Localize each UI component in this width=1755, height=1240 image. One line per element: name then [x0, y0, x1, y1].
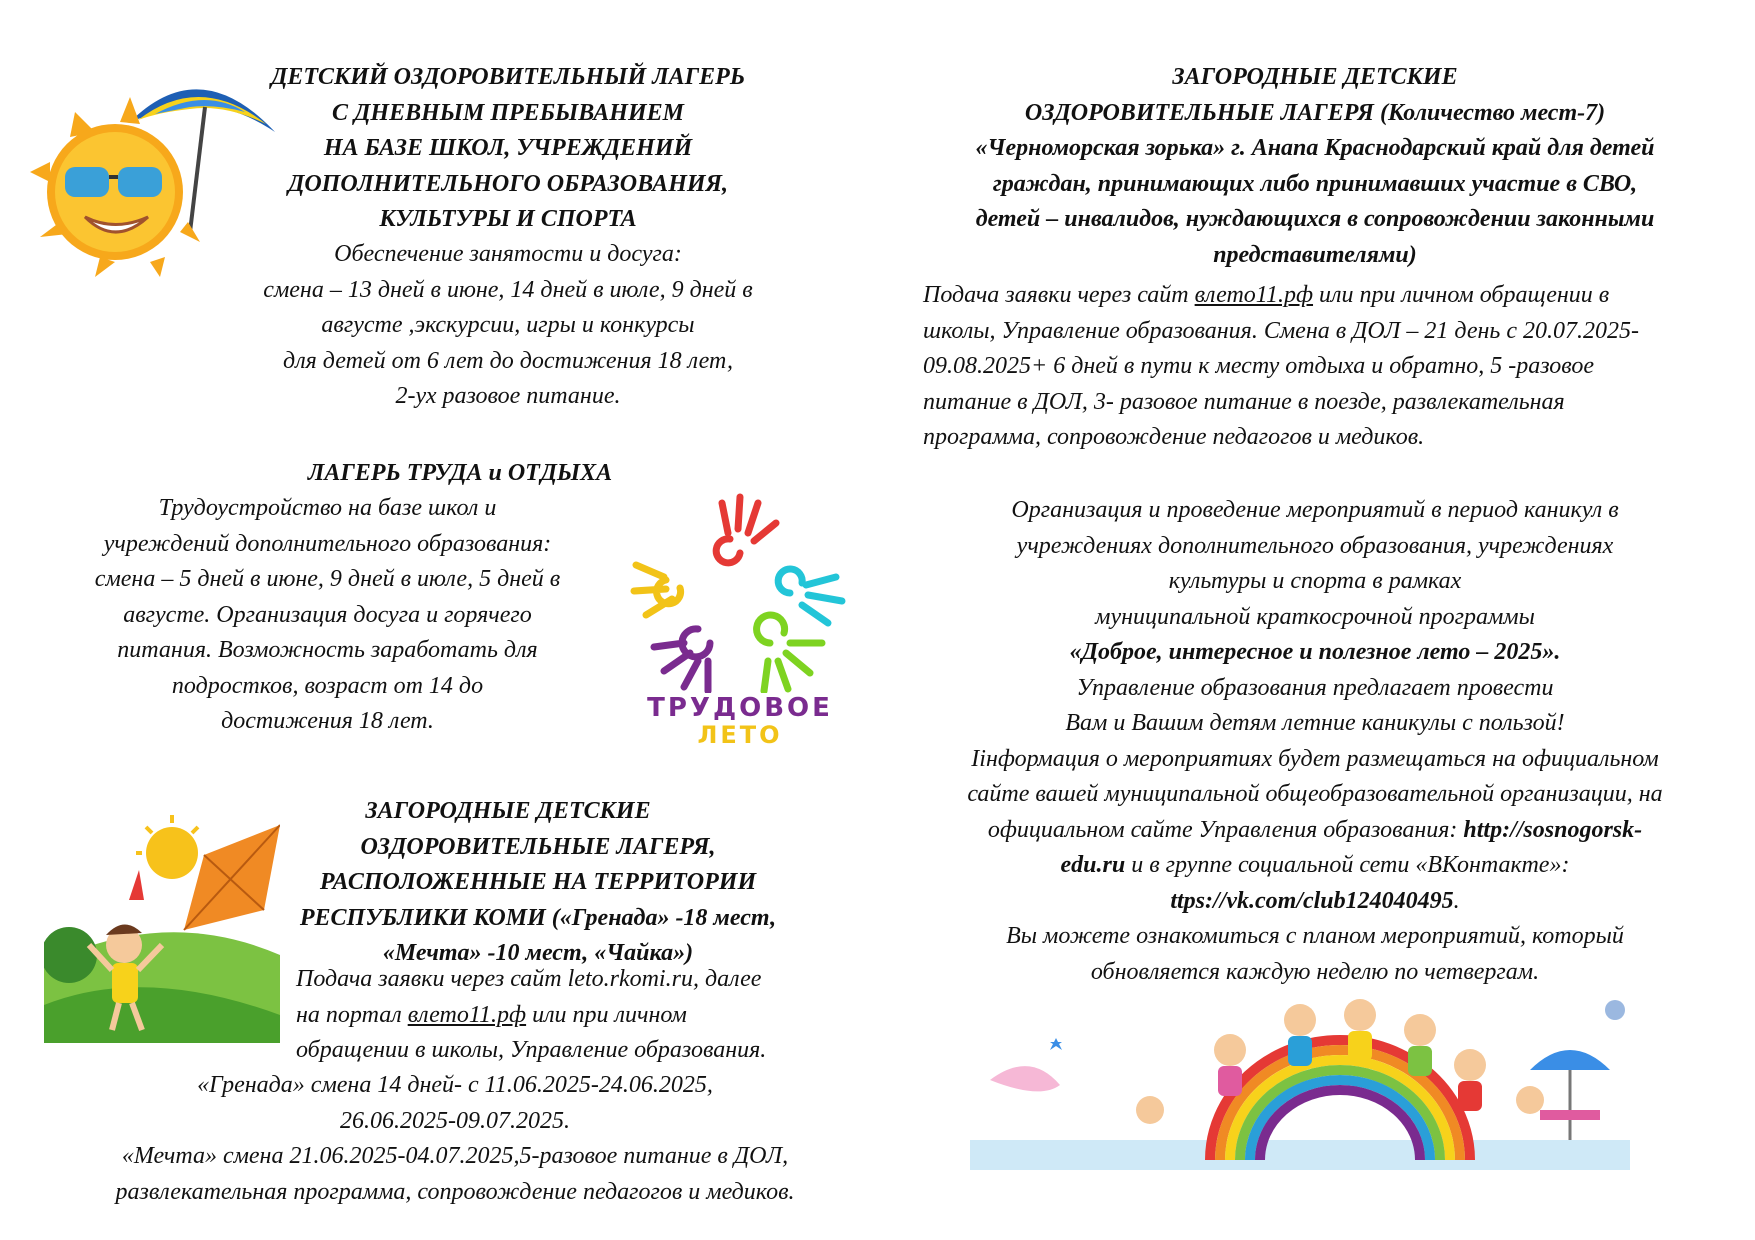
section3-body-line: 26.06.2025-09.07.2025. — [340, 1107, 570, 1134]
section5-line: обновляется каждую неделю по четвергам. — [1090, 958, 1540, 985]
labor-summer-logo — [620, 493, 860, 753]
section5-line: Управление образования предлагает провести — [1076, 674, 1554, 701]
section3-title-line: ЗАГОРОДНЫЕ ДЕТСКИЕ — [365, 798, 651, 824]
section4-body-line: программа, сопровождение педагогов и медиков. — [923, 424, 1425, 450]
section3-body-line: «Гренада» смена 14 дней- с 11.06.2025-24.06.2025, — [197, 1072, 713, 1098]
section2-body-line: Трудоустройство на базе школ и — [158, 495, 497, 521]
section5-line: учреждениях дополнительного образования, учреждениях — [1016, 532, 1614, 559]
section5-line: сайте вашей муниципальной общеобразовательной организации, на — [967, 781, 1663, 807]
section4-title-line: граждан, принимающих либо принимавших участие в СВО, — [992, 170, 1638, 197]
program-title: «Доброе, интересное и полезное лето – 2025». — [1069, 639, 1561, 665]
section2-body-line: достижения 18 лет. — [221, 708, 434, 734]
child-kite-picture — [44, 815, 280, 1043]
section4-title — [905, 60, 1725, 273]
section4-body-line: школы, Управление образования. Смена в ДОЛ – 21 день с 20.07.2025- — [923, 317, 1639, 344]
section4-title-line: «Черноморская зорька» г. Анапа Краснодарский край для детей — [975, 135, 1655, 161]
sosnogorsk-link[interactable]: http://sosnogorsk- — [1463, 816, 1643, 843]
section5-line: муниципальной краткосрочной программы — [1095, 603, 1535, 630]
section5-line: Вам и Вашим детям летние каникулы с пользой! — [1065, 710, 1565, 736]
section1-title-line: НА БАЗЕ ШКОЛ, УЧРЕЖДЕНИЙ — [323, 135, 693, 161]
sosnogorsk-link[interactable]: edu.ru — [1060, 852, 1126, 878]
section4-body-line — [923, 278, 1743, 314]
sun-umbrella-picture — [30, 62, 280, 277]
section2-title: ЛАГЕРЬ ТРУДА и ОТДЫХА — [307, 460, 613, 486]
section3-body-line — [296, 998, 816, 1034]
section2-body-line: подростков, возраст от 14 до — [171, 672, 484, 699]
labor-summer-logo-line2: ЛЕТО — [697, 721, 783, 749]
rainbow-children-picture — [970, 990, 1630, 1170]
section4-title-line: детей – инвалидов, нуждающихся в сопровождении законными — [975, 206, 1655, 232]
section5-line: Вы можете ознакомиться с планом мероприятий, который — [1006, 923, 1624, 949]
section1-body-line: августе ,экскурсии, игры и конкурсы — [321, 312, 695, 338]
section5-text: . — [1453, 887, 1460, 914]
section3-body-line: «Мечта» смена 21.06.2025-04.07.2025,5-разовое питание в ДОЛ, — [121, 1143, 789, 1169]
section2-body — [55, 491, 600, 740]
section4-title-line: ОЗДОРОВИТЕЛЬНЫЕ ЛАГЕРЯ (Количество мест-7) — [1024, 99, 1606, 126]
section2-body-line: учреждений дополнительного образования: — [103, 530, 552, 557]
section4-title-line: ЗАГОРОДНЫЕ ДЕТСКИЕ — [1172, 64, 1458, 90]
section1-title-line: КУЛЬТУРЫ И СПОРТА — [379, 206, 637, 232]
section1-title-line: С ДНЕВНЫМ ПРЕБЫВАНИЕМ — [332, 99, 684, 126]
section1-body-line: 2-ух разовое питание. — [395, 383, 621, 409]
section4-body-text: Подача заявки через сайт — [923, 282, 1195, 308]
section3-body-line: обращении в школы, Управление образования. — [296, 1037, 767, 1063]
section2-body-line: августе. Организация досуга и горячего — [123, 601, 532, 628]
section3-title-line: «Мечта» -10 мест, «Чайка») — [382, 940, 694, 966]
section5-line — [905, 848, 1725, 884]
section2-body-line: питания. Возможность заработать для — [117, 637, 538, 663]
section1-title-line: ДЕТСКИЙ ОЗДОРОВИТЕЛЬНЫЙ ЛАГЕРЬ — [270, 64, 746, 90]
section1-body-line: смена – 13 дней в июне, 14 дней в июле, 9 дней в — [263, 276, 753, 303]
section1-body-line: Обеспечение занятости и досуга: — [334, 241, 682, 267]
section3-body-top — [296, 962, 816, 1069]
vleto-link[interactable]: влето11.рф — [407, 1001, 527, 1028]
section3-title-line: РЕСПУБЛИКИ КОМИ («Гренада» -18 мест, — [299, 904, 777, 931]
section4-title-line: представителями) — [1213, 241, 1417, 268]
vleto-link[interactable]: влето11.рф — [1194, 282, 1314, 308]
section4-body-text: или при личном обращении в — [1313, 282, 1610, 308]
section3-body-text: или при личном — [526, 1001, 687, 1028]
section1-title-line: ДОПОЛНИТЕЛЬНОГО ОБРАЗОВАНИЯ, — [287, 170, 729, 197]
section3-body-text: на портал — [296, 1001, 408, 1028]
section1-body-line: для детей от 6 лет до достижения 18 лет, — [283, 347, 733, 374]
section1-body — [248, 237, 768, 415]
section3-body-bottom — [50, 1068, 860, 1210]
section5-line — [905, 884, 1725, 920]
section1-title — [258, 60, 758, 238]
section4-body — [923, 278, 1743, 456]
section2-body-line: смена – 5 дней в июне, 9 дней в июле, 5 дней в — [94, 566, 561, 592]
section3-title-line: ОЗДОРОВИТЕЛЬНЫЕ ЛАГЕРЯ, — [360, 833, 716, 860]
section5-line: Организация и проведение мероприятий в период каникул в — [1011, 497, 1619, 523]
section4-body-line: 09.08.2025+ 6 дней в пути к месту отдыха и обратно, 5 -разовое — [923, 353, 1595, 379]
section4-body-line: питание в ДОЛ, 3- разовое питание в поезде, развлекательная — [923, 388, 1565, 415]
section5-text: и в группе социальной сети «ВКонтакте»: — [1125, 852, 1570, 878]
section3-body-line: Подача заявки через сайт leto.rkomi.ru, далее — [296, 966, 762, 992]
section5-line — [905, 813, 1725, 849]
section5-line: Іінформация о мероприятиях будет размещаться на официальном — [971, 745, 1659, 772]
section3-title — [288, 794, 788, 972]
section5-text: официальном сайте Управления образования: — [987, 816, 1464, 843]
section5 — [905, 493, 1725, 990]
labor-summer-logo-line1: ТРУДОВОЕ — [647, 693, 833, 723]
section3-title-line: РАСПОЛОЖЕННЫЕ НА ТЕРРИТОРИИ — [319, 869, 757, 895]
section3-body-line: развлекательная программа, сопровождение педагогов и медиков. — [115, 1178, 795, 1205]
vk-link[interactable]: ttps://vk.com/club124040495 — [1170, 887, 1454, 914]
section5-line: культуры и спорта в рамках — [1168, 568, 1462, 594]
